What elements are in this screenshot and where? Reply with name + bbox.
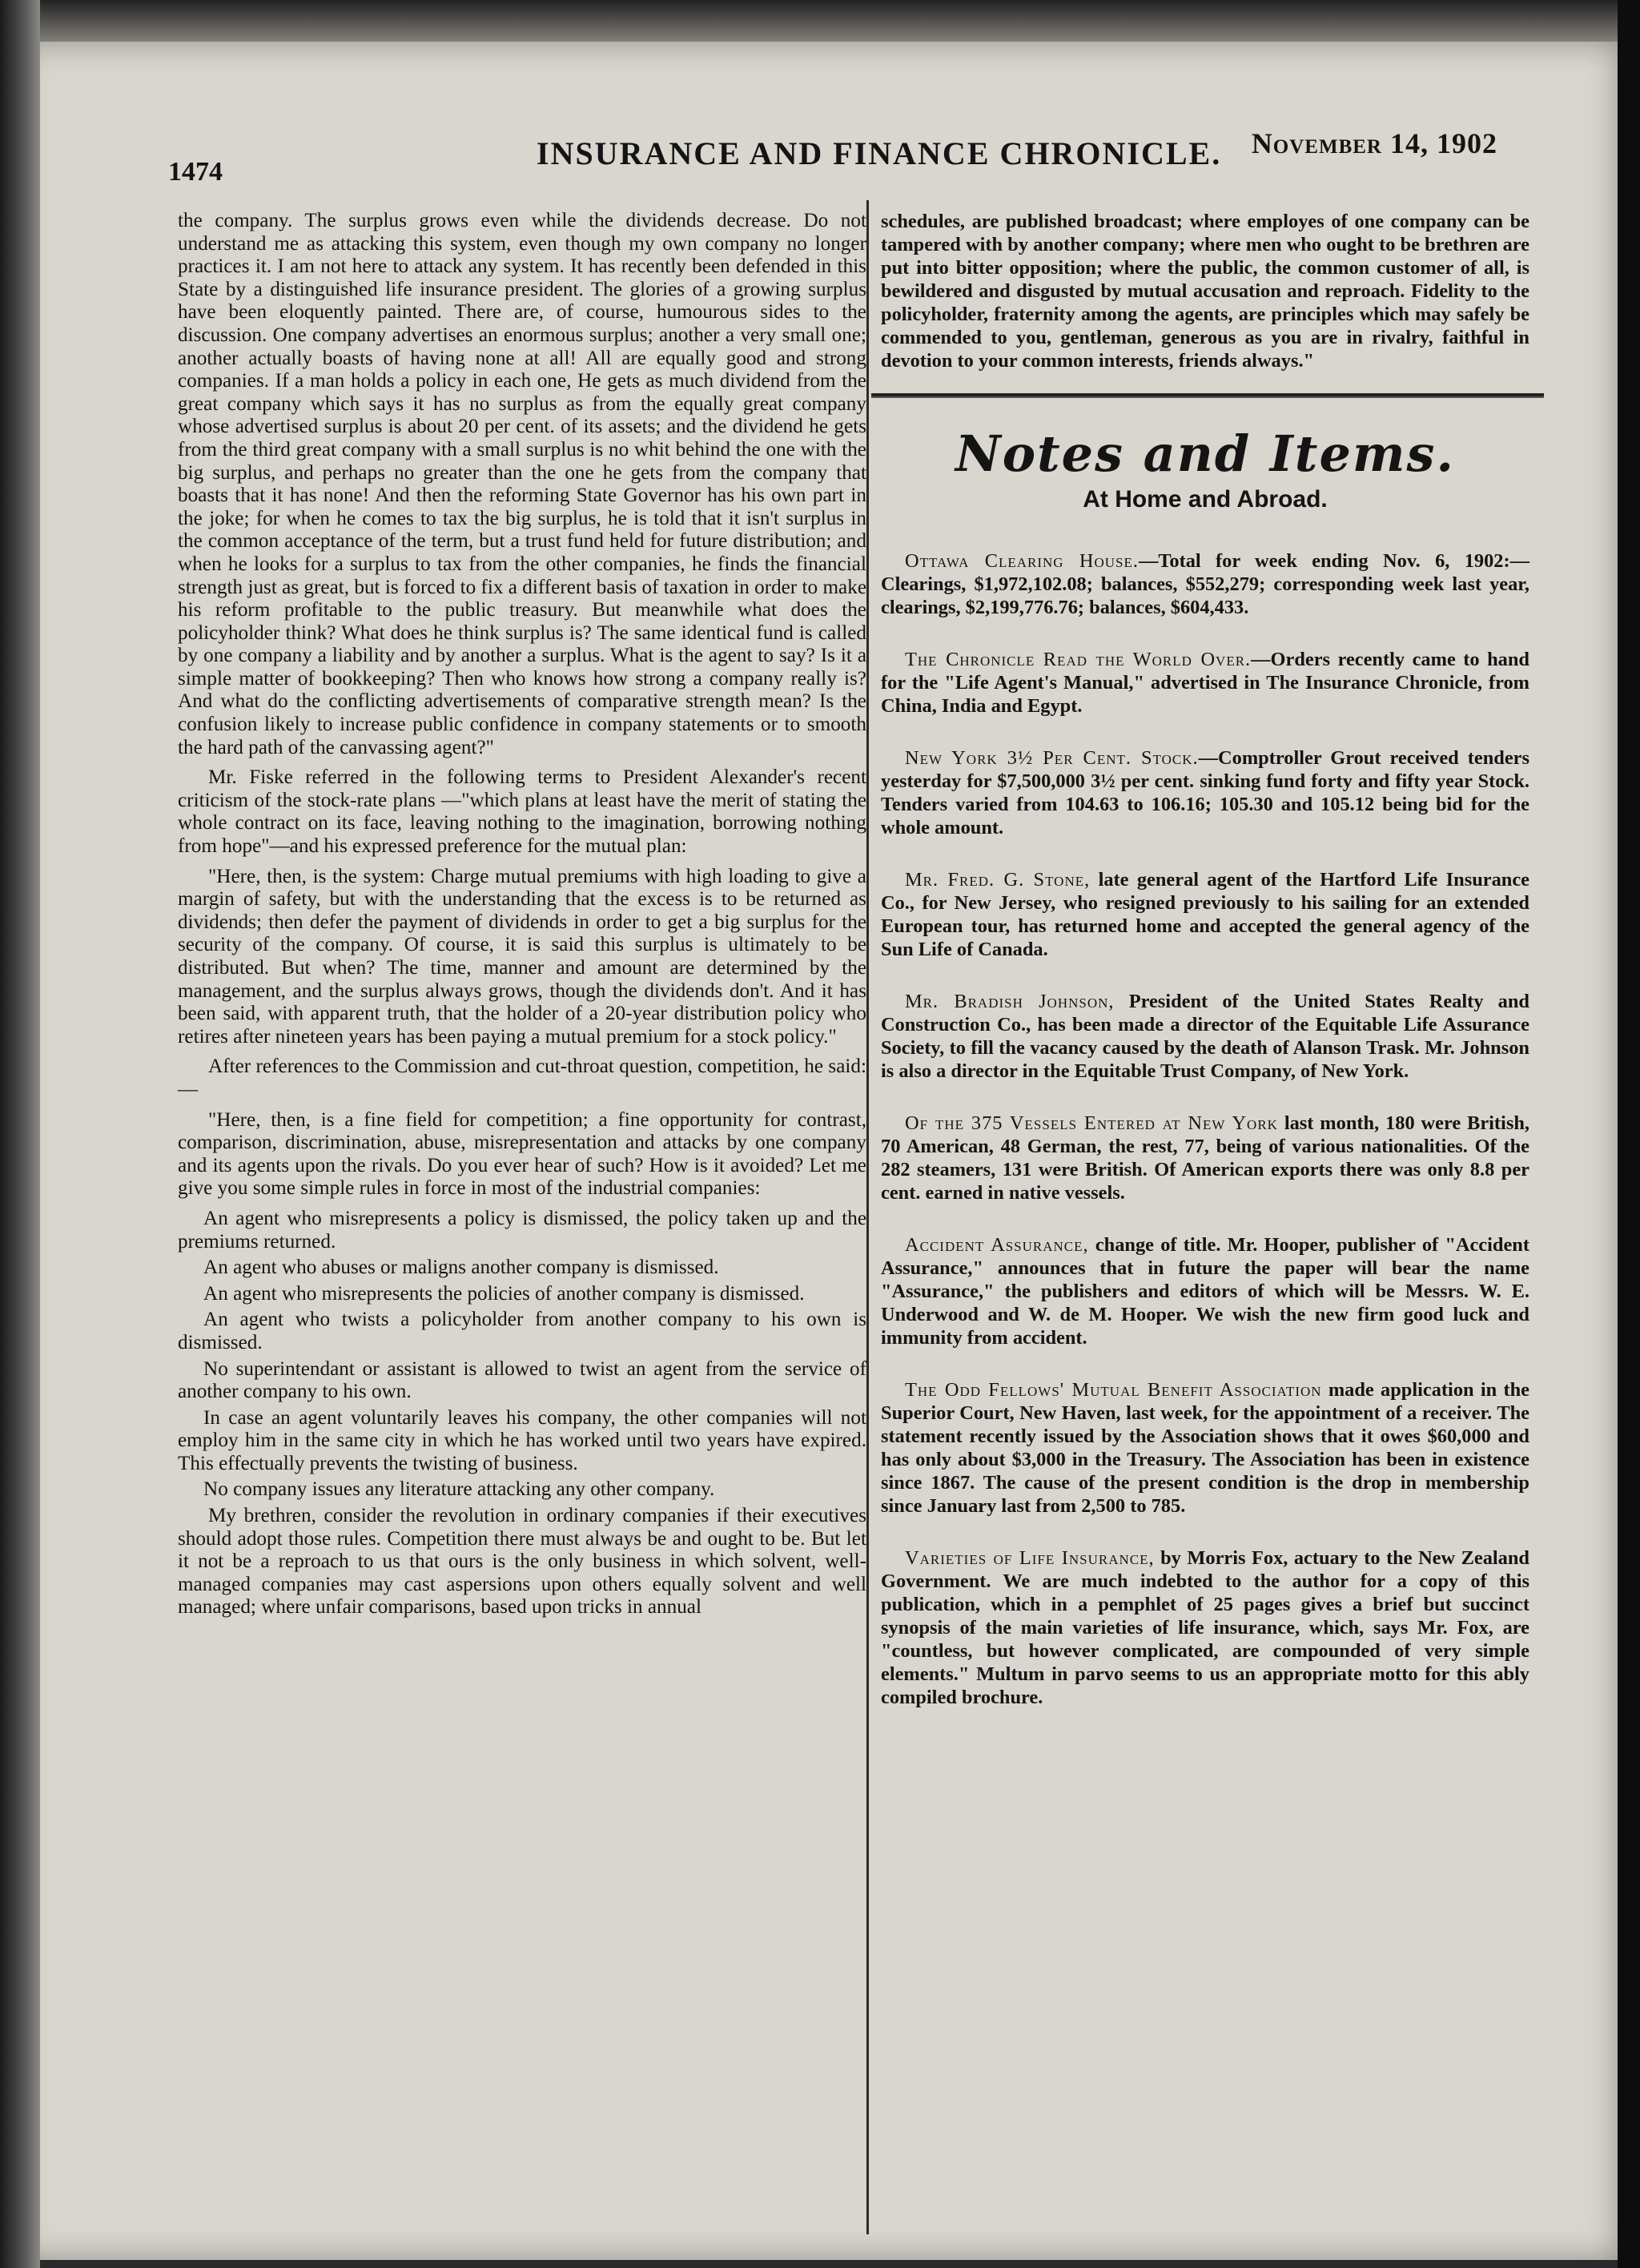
rule-item: An agent who abuses or maligns another company is dismissed.	[203, 1257, 719, 1279]
rule-item: An agent who twists a policyholder from another company to his own is dismissed.	[178, 1309, 866, 1353]
news-item	[881, 1546, 1529, 1709]
running-title: INSURANCE AND FINANCE CHRONICLE.	[537, 135, 1222, 171]
item-text: —Comptroller Grout received tenders yesterday for $7,500,000 3½ per cent. sinking fund forty and fifty year Stock. Tenders varied from 104.63 to 106.16; 105.30 and 105.12 being bid for the whole amount.	[881, 747, 1529, 838]
item-lead: Ottawa Clearing House.	[905, 550, 1139, 572]
issue-date: November 14, 1902	[1251, 127, 1497, 159]
page-number: 1474	[168, 157, 223, 187]
news-item	[881, 990, 1529, 1083]
item-text: —Total for week ending Nov. 6, 1902:—Clearings, $1,972,102.08; balances, $552,279; corresponding week last year, clearings, $2,199,776.76; balances, $604,433.	[881, 550, 1529, 618]
item-text: late general agent of the Hartford Life Insurance Co., for New Jersey, who resigned previously to his sailing for an extended European tour, has returned home and accepted the general agency of the Sun Life of Canada.	[881, 869, 1530, 960]
paragraph: "Here, then, is the system: Charge mutual premiums with high loading to give a margin of safety, but with the understanding that the excess is to be returned as dividends; then defer the payment of dividends in order to get a big surplus for the security of the company. Of course, it is said this surplus is ultimately to be distributed. But when? The time, manner and amount are determined by the management, and the surplus always grows, though the dividends don't. And it has been said, with apparent truth, that the holder of a 20-year distribution policy who retires after nineteen years has been paying a mutual premium for a stock policy."	[178, 865, 866, 1048]
news-item	[881, 868, 1529, 961]
book-binding-edge	[0, 0, 40, 2268]
item-text: President of the United States Realty and Construction Co., has been made a director of the Equitable Life Assurance Society, to fill the vacancy caused by the death of Alanson Trask. Mr. Johnson is also a director in the Equitable Trust Company, of New York.	[881, 991, 1529, 1082]
page-header	[168, 120, 1497, 187]
rule-item: An agent who misrepresents the policies of another company is dismissed.	[203, 1282, 805, 1305]
item-text: change of title. Mr. Hooper, publisher of "Accident Assurance," announces that in future the paper will bear the name "Assurance," the publishers and editors of which will be Messrs. W. E. Underwood and W. de M. Hooper. We wish the new firm good luck and immunity from accident.	[881, 1234, 1529, 1349]
news-item	[881, 1112, 1529, 1204]
news-item	[881, 1378, 1529, 1518]
rule-item: An agent who misrepresents a policy is dismissed, the policy taken up and the premiums returned.	[178, 1207, 866, 1253]
item-lead: New York 3½ Per Cent. Stock.	[905, 747, 1199, 769]
section-heading: Notes and Items.	[955, 424, 1455, 483]
item-lead: The Chronicle Read the World Over.	[905, 649, 1252, 670]
item-lead: Accident Assurance,	[905, 1234, 1089, 1256]
news-item	[881, 746, 1529, 839]
right-column	[881, 210, 1529, 1738]
rule-item: In case an agent voluntarily leaves his company, the other companies will not employ him in the same city in which he has worked until two years have expired. This effectually prevents the twisting of business.	[178, 1406, 866, 1474]
paragraph: "Here, then, is a fine field for competition; a fine opportunity for contrast, comparison, discrimination, abuse, misrepresentation and attacks by one company and its agents upon the rivals. Do you ever hear of such? How is it avoided? Let me give you some simple rules in force in most of the industrial companies:	[178, 1108, 866, 1200]
news-item	[881, 549, 1529, 619]
item-lead: Of the 375 Vessels Entered at New York	[905, 1112, 1278, 1134]
paragraph: After references to the Commission and cut-throat question, competition, he said:—	[178, 1056, 866, 1100]
news-item	[881, 648, 1529, 718]
paragraph: Mr. Fiske referred in the following terms to President Alexander's recent criticism of the stock-rate plans —"which plans at least have the merit of stating the whole contract on its face, leaving nothing to the imagination, borrowing nothing from hope"—and his expressed preference for the mutual plan:	[178, 766, 866, 858]
section-rule	[871, 393, 1544, 398]
item-text: last month, 180 were British, 70 American, 48 German, the rest, 77, being of various nationalities. Of the 282 steamers, 131 were British. Of American exports there was only 8.8 per cent. earned in native vessels.	[881, 1112, 1529, 1204]
item-text: —Orders recently came to hand for the "Life Agent's Manual," advertised in The Insurance Chronicle, from China, India and Egypt.	[881, 649, 1529, 717]
item-text: by Morris Fox, actuary to the New Zealand Government. We are much indebted to the author for a copy of this publication, which in a pemphlet of 25 pages gives a brief but succinct synopsis of the main varieties of life insurance, which, says Mr. Fox, are "countless, but however complicated, are compounded of very simple elements." Multum in parvo seems to us an appropriate motto for this ably compiled brochure.	[881, 1547, 1529, 1708]
rule-item: No superintendant or assistant is allowed to twist an agent from the service of another company to his own.	[178, 1357, 866, 1403]
scan-top-edge	[0, 0, 1640, 48]
paragraph: My brethren, consider the revolution in ordinary companies if their executives should adopt those rules. Competition there must always be and ought to be. But let it not be a reproach to us that ours is the only business in which solvent, well-managed companies may cast aspersions upon others equally solvent and well managed; where unfair comparisons, based upon tricks in annual	[178, 1505, 866, 1619]
item-lead: The Odd Fellows' Mutual Benefit Association	[905, 1379, 1322, 1401]
paragraph: schedules, are published broadcast; where employes of one company can be tampered with by another company; where men who ought to be brethren are put into bitter opposition; where the public, the common customer of all, is bewildered and disgusted by mutual accusation and reproach. Fidelity to the policyholder, fraternity among the agents, are principles which may safely be commended to you, gentleman, generous as you are in rivalry, faithful in devotion to your common interests, friends always."	[881, 211, 1529, 372]
item-lead: Mr. Bradish Johnson,	[905, 991, 1115, 1012]
rule-item: No company issues any literature attacking any other company.	[203, 1478, 715, 1501]
news-item	[881, 1233, 1529, 1349]
item-text: made application in the Superior Court, New Haven, last week, for the appointment of a receiver. The statement recently issued by the Association shows that it owes $60,000 and has only about $3,000 in the Treasury. The Association has been in existence since 1867. The cause of the present condition is the drop in membership since January last from 2,500 to 785.	[881, 1379, 1529, 1517]
section-subheading: At Home and Abroad.	[1083, 486, 1328, 513]
item-lead: Mr. Fred. G. Stone,	[905, 869, 1091, 891]
item-lead: Varieties of Life Insurance,	[905, 1547, 1155, 1569]
paragraph: the company. The surplus grows even while the dividends decrease. Do not understand me as attacking this system, even though my own company no longer practices it. I am not here to attack any system. It has recently been defended in this State by a distinguished life insurance president. The glories of a growing surplus have been eloquently painted. There are, of course, humourous sides to the discussion. One company advertises an enormous surplus; another a very small one; another actually boasts of having none at all! All are equally good and strong companies. If a man holds a policy in each one, He gets as much dividend from the great company which says it has no surplus as from the equally great company whose advertised surplus is about 20 per cent. of its assets; and the dividend he gets from the third great company with a small surplus is no whit behind the one with the big surplus, and perhaps no greater than the one he gets from the company that boasts that it has none! And then the reforming State Governor has his own part in the joke; for when he comes to tax the big surplus, he is told that it isn't surplus in the common acceptance of the term, but a trust fund held for future distribution; and when he looks for a surplus to tax from the other companies, he finds the financial strength just as great, but is forced to fix a different basis of taxation in order to make his reform profitable to the public treasury. But meanwhile what does the policyholder think? What does he think surplus is? The same identical fund is called by one company a liability and by another a surplus. What is the agent to say? Is it a simple matter of bookkeeping? Then who knows how strong a company really is? And what do the conflicting advertisements of comparative strength mean? Is the confusion likely to increase public confidence in company statements or to smooth the hard path of the canvassing agent?"	[178, 210, 866, 758]
column-divider	[866, 200, 869, 2234]
scan-right-edge	[1618, 0, 1640, 2268]
left-column	[178, 210, 866, 1627]
